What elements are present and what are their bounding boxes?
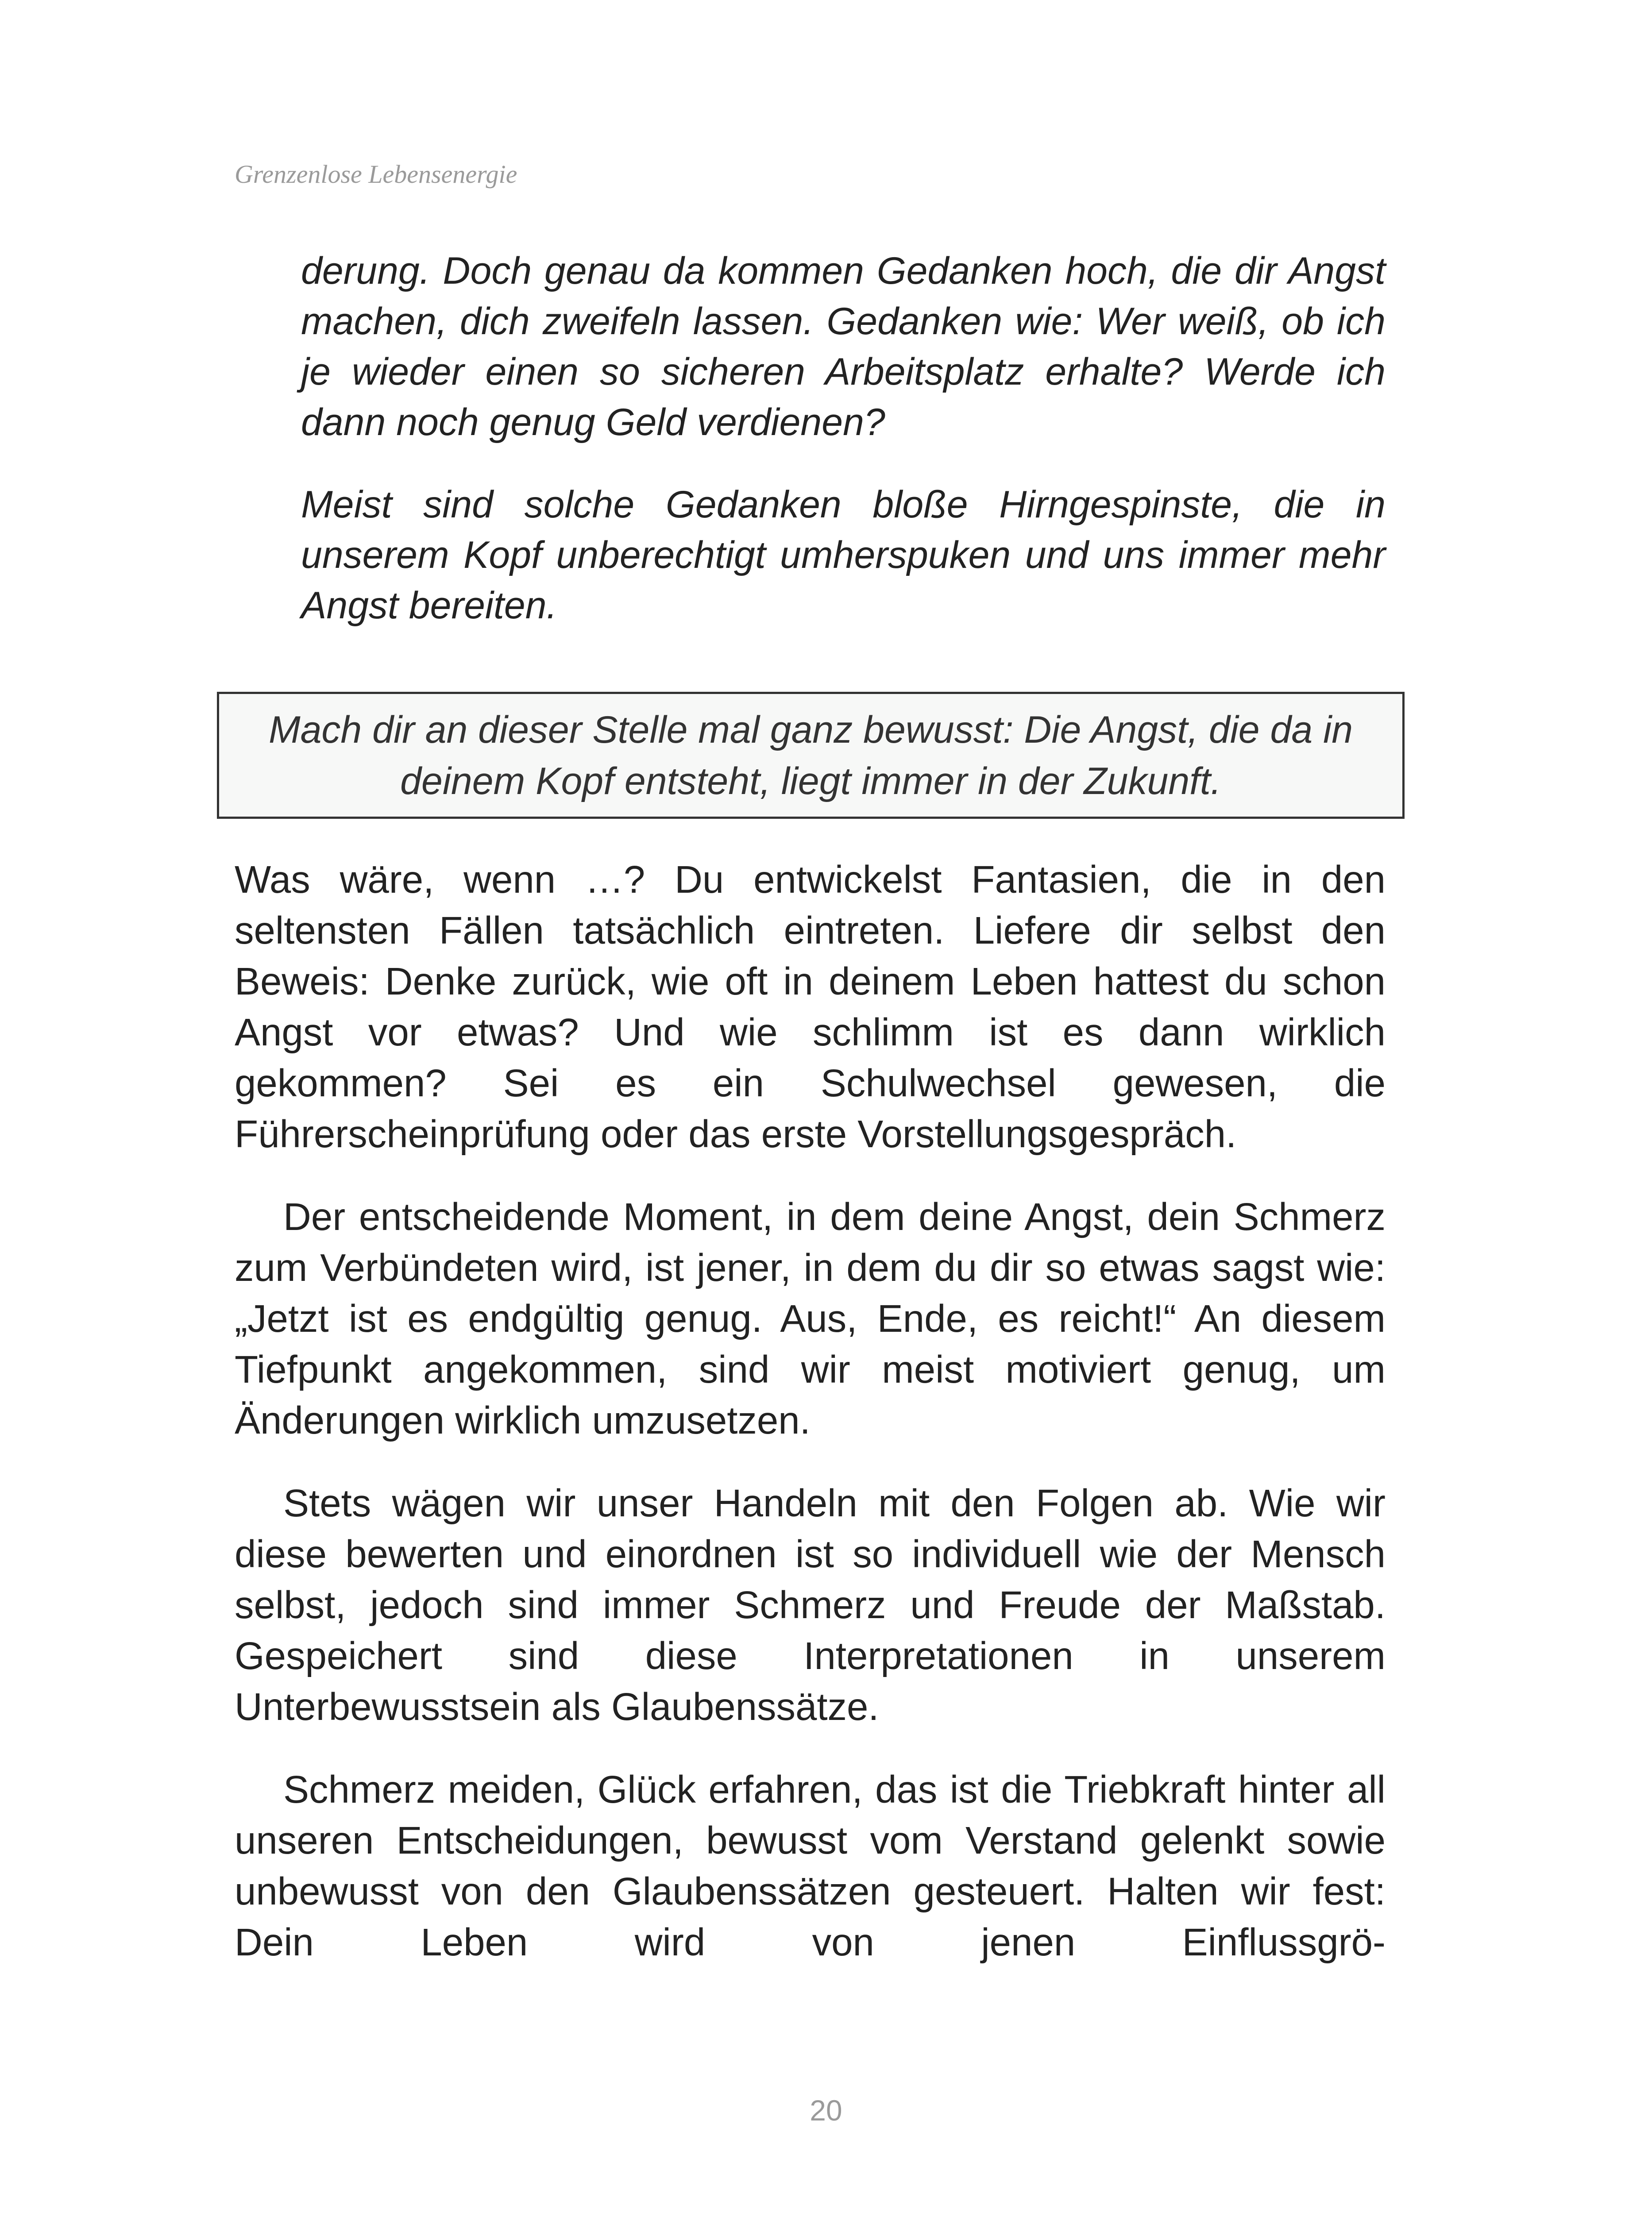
body-paragraph: Der entscheidende Moment, in dem deine Angst, dein Schmerz zum Verbündeten wird, ist jener, in dem du dir so etwas sagst wie: „Jetzt ist es endgültig genug. Aus, Ende, es reicht!“ An diesem Tiefpunkt angekommen, sind wir meist motiviert genug, um Änderungen wirklich umzusetzen. [235,1195,1386,1442]
quote-paragraph: derung. Doch genau da kommen Gedanken hoch, die dir Angst machen, dich zweifeln lassen. Gedanken wie: Wer weiß, ob ich je wieder einen so sicheren Arbeitsplatz erhalte? Werde ich dann noch genug Geld verdienen? [301,250,1386,443]
callout-box [217,692,1405,819]
body-paragraph: Stets wägen wir unser Handeln mit den Folgen ab. Wie wir diese bewerten und einordnen ist so individuell wie der Mensch selbst, jedoch sind immer Schmerz und Freude der Maßstab. Gespeichert sind diese Interpretationen in unserem Unterbewusstsein als Glaubenssätze. [235,1482,1386,1728]
body-paragraph: Schmerz meiden, Glück erfahren, das ist die Triebkraft hinter all unseren Entscheidungen, bewusst vom Verstand gelenkt sowie unbewusst von den Glaubenssätzen gesteuert. Halten wir fest: Dein Leben wird von jenen Einflussgrö- [235,1768,1386,1964]
page-number: 20 [810,2094,842,2127]
callout-text: Mach dir an dieser Stelle mal ganz bewusst: Die Angst, die da in deinem Kopf entsteht, liegt immer in der Zukunft. [268,708,1353,802]
italic-quote-block [301,246,1386,663]
body-paragraph: Was wäre, wenn …? Du entwickelst Fantasien, die in den seltensten Fällen tatsächlich eintreten. Liefere dir selbst den Beweis: Denke zurück, wie oft in deinem Leben hattest du schon Angst vor etwas? Und wie schlimm ist es dann wirklich gekommen? Sei es ein Schulwechsel gewesen, die Führerscheinprüfung oder das erste Vorstellungsgespräch. [235,858,1386,1156]
quote-paragraph: Meist sind solche Gedanken bloße Hirngespinste, die in unserem Kopf unberechtigt umherspuken und uns immer mehr Angst bereiten. [301,483,1386,627]
running-header: Grenzenlose Lebensenergie [235,160,517,189]
body-text [235,854,1386,2000]
